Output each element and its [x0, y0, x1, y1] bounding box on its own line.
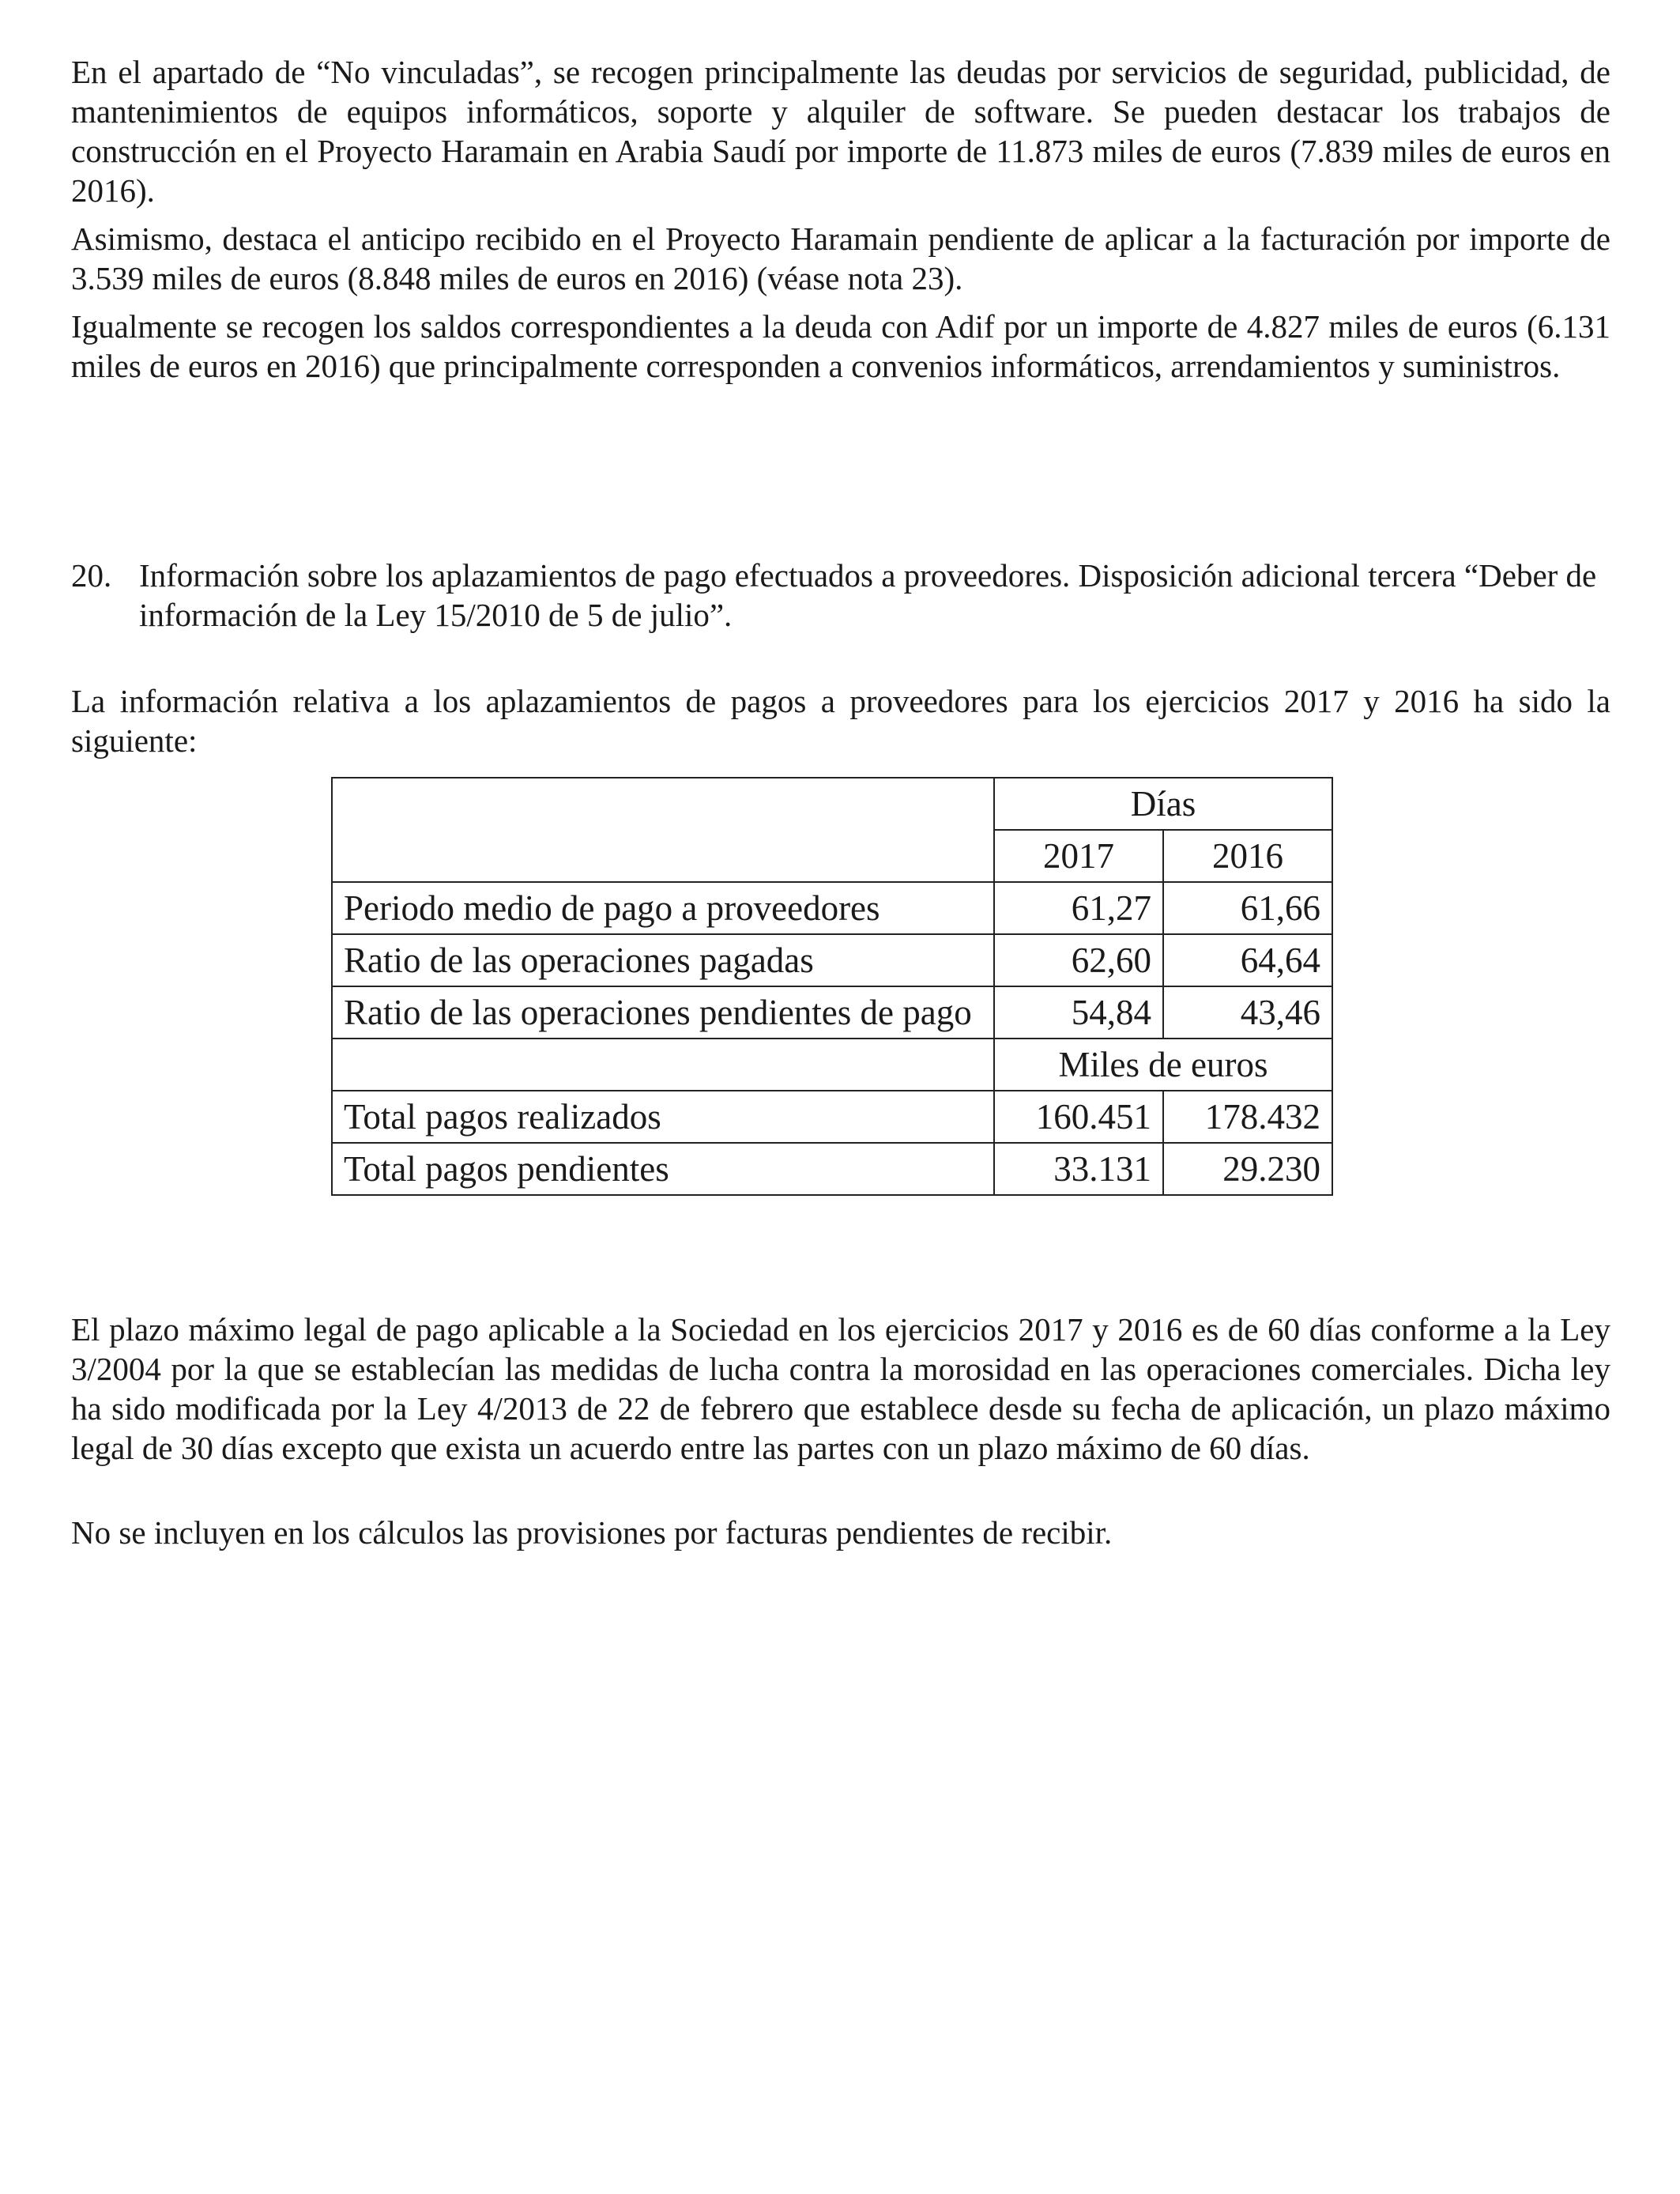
paragraph-no-vinculadas: En el apartado de “No vinculadas”, se recogen principalmente las deudas por servicios de seguridad, publicidad, de mantenimientos de equipos informáticos, soporte y alquiler de software. Se pueden destacar los trabajos de construcción en el Proyecto Haramain en Arabia Saudí por importe de 11.873 miles de euros (7.839 miles de euros en 2016). [71, 54, 1610, 209]
row-label: Total pagos pendientes [332, 1143, 994, 1195]
section-heading [71, 556, 1610, 635]
table-empty-cell [332, 1039, 994, 1091]
table-row [332, 986, 1332, 1039]
value-2016: 29.230 [1163, 1143, 1332, 1195]
value-2017: 61,27 [994, 882, 1163, 934]
section-title: Información sobre los aplazamientos de pago efectuados a proveedores. Disposición adicional tercera “Deber de información de la Ley 15/2010 de 5 de julio”. [139, 557, 1597, 633]
value-2016: 178.432 [1163, 1091, 1332, 1143]
paragraph-plazo-wrap [71, 1310, 1610, 1468]
payment-deferral-table [331, 777, 1333, 1196]
paragraph-plazo-maximo: El plazo máximo legal de pago aplicable a la Sociedad en los ejercicios 2017 y 2016 es de 60 días conforme a la Ley 3/2004 por la que se establecían las medidas de lucha contra la morosidad en las operaciones comerciales. Dicha ley ha sido modificada por la Ley 4/2013 de 22 de febrero que establece desde su fecha de aplicación, un plazo máximo legal de 30 días excepto que exista un acuerdo entre las partes con un plazo máximo de 60 días. [71, 1311, 1610, 1466]
intro-paragraph: La información relativa a los aplazamientos de pagos a proveedores para los ejercicios 2017 y 2016 ha sido la siguiente: [71, 683, 1610, 759]
table-row [332, 1143, 1332, 1195]
table-header-row-days [332, 778, 1332, 830]
value-2017: 54,84 [994, 986, 1163, 1039]
intro-paragraph-wrap [71, 681, 1610, 760]
header-miles-euros: Miles de euros [994, 1039, 1332, 1091]
row-label: Periodo medio de pago a proveedores [332, 882, 994, 934]
table-empty-header-cell [332, 778, 994, 882]
row-label: Ratio de las operaciones pendientes de pago [332, 986, 994, 1039]
header-year-2017: 2017 [994, 830, 1163, 882]
paragraph-anticipo: Asimismo, destaca el anticipo recibido en el Proyecto Haramain pendiente de aplicar a la facturación por importe de 3.539 miles de euros (8.848 miles de euros en 2016) (véase nota 23). [71, 221, 1610, 296]
paragraph-adif: Igualmente se recogen los saldos correspondientes a la deuda con Adif por un importe de 4.827 miles de euros (6.131 miles de euros en 2016) que principalmente corresponden a convenios informáticos, arrendamientos y suministros. [71, 308, 1610, 384]
header-year-2016: 2016 [1163, 830, 1332, 882]
value-2017: 160.451 [994, 1091, 1163, 1143]
row-label: Total pagos realizados [332, 1091, 994, 1143]
paragraph-provisiones: No se incluyen en los cálculos las provisiones por facturas pendientes de recibir. [71, 1514, 1113, 1551]
table-header-row-euros [332, 1039, 1332, 1091]
value-2016: 61,66 [1163, 882, 1332, 934]
value-2017: 62,60 [994, 934, 1163, 986]
value-2016: 43,46 [1163, 986, 1332, 1039]
table-row [332, 1091, 1332, 1143]
section-number: 20. [71, 557, 112, 594]
table-row [332, 934, 1332, 986]
paragraph-provisiones-wrap [71, 1513, 1610, 1552]
value-2016: 64,64 [1163, 934, 1332, 986]
header-days: Días [994, 778, 1332, 830]
value-2017: 33.131 [994, 1143, 1163, 1195]
top-paragraphs [71, 52, 1610, 386]
table-row [332, 882, 1332, 934]
row-label: Ratio de las operaciones pagadas [332, 934, 994, 986]
